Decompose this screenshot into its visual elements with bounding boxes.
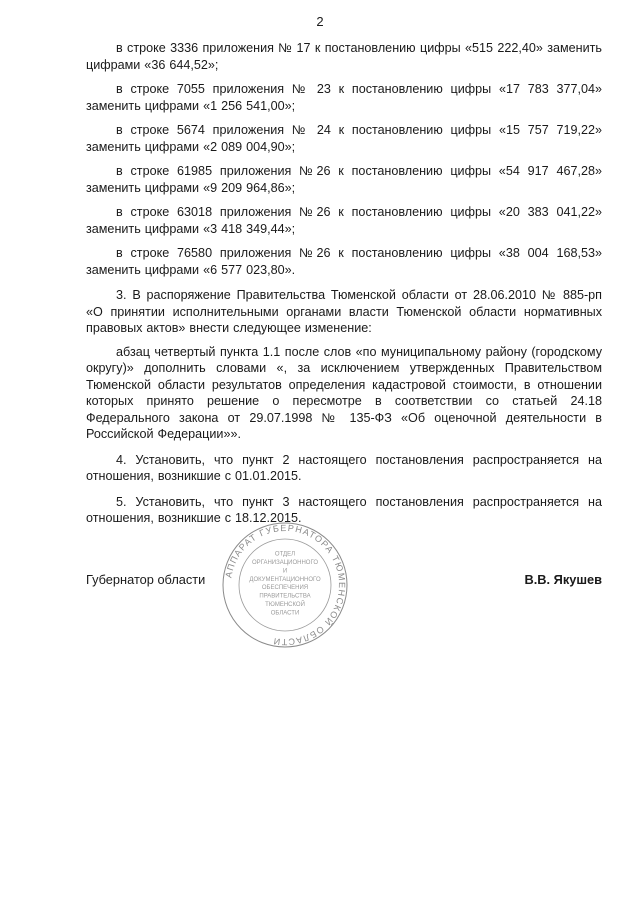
amendment-paragraph: в строке 61985 приложения №26 к постановлению цифры «54 917 467,28» заменить цифрами «9 209 964,86»; xyxy=(86,164,602,195)
svg-text:ОБЕСПЕЧЕНИЯ: ОБЕСПЕЧЕНИЯ xyxy=(261,585,309,592)
svg-text:ПРАВИТЕЛЬСТВА: ПРАВИТЕЛЬСТВА xyxy=(259,593,311,600)
amendment-paragraph: в строке 3336 приложения № 17 к постановлению цифры «515 222,40» заменить цифрами «36 644,52»; xyxy=(86,41,602,72)
svg-text:ОРГАНИЗАЦИОННОГО: ОРГАНИЗАЦИОННОГО xyxy=(251,560,319,566)
svg-text:ОТДЕЛ: ОТДЕЛ xyxy=(274,551,296,558)
clause-5-paragraph: 5. Установить, что пункт 3 настоящего постановления распространяется на отношения, возникшие с 18.12.2015. xyxy=(86,494,602,525)
amendment-paragraph: в строке 76580 приложения №26 к постановлению цифры «38 004 168,53» заменить цифрами «6 577 023,80». xyxy=(86,246,602,277)
svg-text:ТЮМЕНСКОЙ: ТЮМЕНСКОЙ xyxy=(265,602,305,608)
clause-3-paragraph: 3. В распоряжение Правительства Тюменской области от 28.06.2010 № 885-рп «О принятии исполнительными органами власти Тюменской области нормативных правовых актов» внести следующее изменение: xyxy=(86,288,602,335)
signature-block xyxy=(86,572,602,590)
clause-4-paragraph: 4. Установить, что пункт 2 настоящего постановления распространяется на отношения, возникшие с 01.01.2015. xyxy=(86,452,602,483)
svg-text:ОБЛАСТИ: ОБЛАСТИ xyxy=(270,610,300,617)
amendment-paragraph: в строке 63018 приложения №26 к постановлению цифры «20 383 041,22» заменить цифрами «3 418 349,44»; xyxy=(86,205,602,236)
svg-text:ДОКУМЕНТАЦИОННОГО: ДОКУМЕНТАЦИОННОГО xyxy=(249,576,321,583)
amendment-paragraph: в строке 5674 приложения № 24 к постановлению цифры «15 757 719,22» заменить цифрами «2 089 004,90»; xyxy=(86,123,602,154)
document-body xyxy=(86,40,602,535)
clause-3-amendment-paragraph: абзац четвертый пункта 1.1 после слов «по муниципальному району (городскому округу)» дополнить словами «, за исключением утвержденных Правительством Тюменской области результатов определения кадастровой стоимости, в отношении которых принято решение о пересмотре в соответствии со статьей 24.18 Федерального закона от 29.07.1998 № 135-ФЗ «Об оценочной деятельности в Российской Федерации»». xyxy=(86,344,602,441)
signatory-name: В.В. Якушев xyxy=(524,572,602,587)
page-number: 2 xyxy=(316,14,324,29)
svg-text:АППАРАТ ГУБЕРНАТОРА ТЮМЕНСКОЙ: АППАРАТ ГУБЕРНАТОРА ТЮМЕНСКОЙ ОБЛАСТИ xyxy=(223,522,348,648)
amendment-paragraph: в строке 7055 приложения № 23 к постановлению цифры «17 783 377,04» заменить цифрами «1 256 541,00»; xyxy=(86,82,602,113)
svg-text:И: И xyxy=(282,568,288,575)
signatory-title: Губернатор области xyxy=(86,572,206,587)
